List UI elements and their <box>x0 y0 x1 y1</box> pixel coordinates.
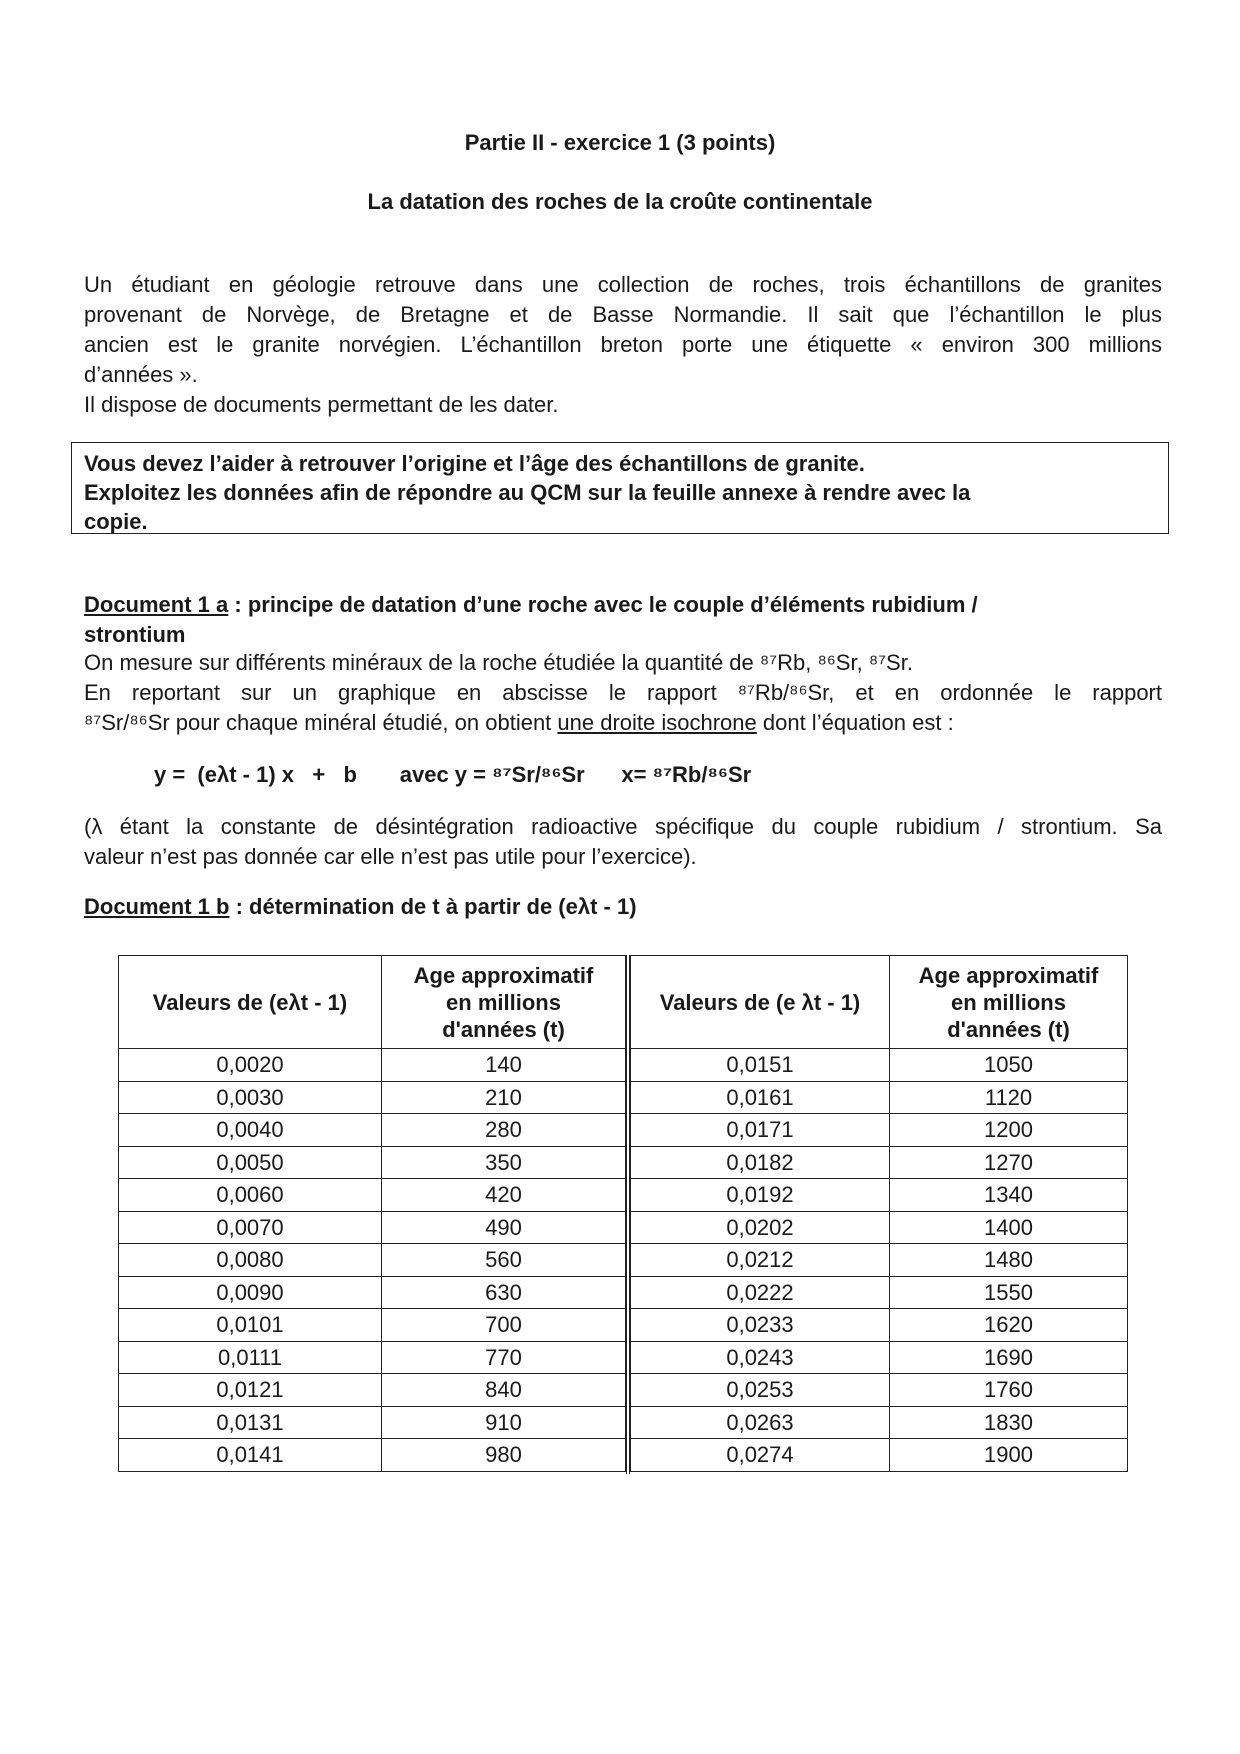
column-header-age <box>382 956 626 1049</box>
table-row <box>631 1341 1128 1374</box>
column-header-values: Valeurs de (e λt - 1) <box>631 956 890 1049</box>
age-cell: 420 <box>382 1179 626 1212</box>
age-cell: 1050 <box>890 1049 1128 1082</box>
value-cell: 0,0060 <box>119 1179 382 1212</box>
intro-paragraph <box>84 270 1162 420</box>
age-cell: 910 <box>382 1406 626 1439</box>
value-cell: 0,0263 <box>631 1406 890 1439</box>
value-cell: 0,0101 <box>119 1309 382 1342</box>
age-table-left-body <box>119 1049 626 1472</box>
table-row <box>119 1406 626 1439</box>
column-header-age-line: en millions <box>951 989 1066 1015</box>
table-row <box>119 1244 626 1277</box>
age-cell: 700 <box>382 1309 626 1342</box>
column-header-age-line: Age approximatif <box>413 962 594 988</box>
table-row <box>631 1309 1128 1342</box>
age-cell: 840 <box>382 1374 626 1407</box>
document-1a-heading <box>84 590 1164 650</box>
age-cell: 1900 <box>890 1439 1128 1472</box>
task-line: copie. <box>84 509 148 534</box>
document-1b-title: : détermination de t à partir de (eλt - 1) <box>229 894 637 919</box>
doc1a-line: En reportant sur un graphique en abscisse le rapport ⁸⁷Rb/⁸⁶Sr, et en ordonnée le rapport <box>84 680 1162 705</box>
table-row <box>631 1114 1128 1147</box>
value-cell: 0,0020 <box>119 1049 382 1082</box>
table-row <box>119 1439 626 1472</box>
value-cell: 0,0090 <box>119 1276 382 1309</box>
age-cell: 140 <box>382 1049 626 1082</box>
value-cell: 0,0182 <box>631 1146 890 1179</box>
age-cell: 1620 <box>890 1309 1128 1342</box>
table-row <box>631 1276 1128 1309</box>
value-cell: 0,0274 <box>631 1439 890 1472</box>
value-cell: 0,0050 <box>119 1146 382 1179</box>
age-cell: 1550 <box>890 1276 1128 1309</box>
document-1b-label: Document 1 b <box>84 894 230 919</box>
age-cell: 980 <box>382 1439 626 1472</box>
value-cell: 0,0233 <box>631 1309 890 1342</box>
lambda-note <box>84 812 1162 872</box>
table-row <box>119 1081 626 1114</box>
column-header-age-line: d'années (t) <box>947 1016 1070 1042</box>
table-row <box>119 1179 626 1212</box>
age-cell: 1760 <box>890 1374 1128 1407</box>
task-line: Vous devez l’aider à retrouver l’origine et l’âge des échantillons de granite. <box>84 451 865 476</box>
table-row <box>631 1049 1128 1082</box>
table-row <box>119 1049 626 1082</box>
value-cell: 0,0253 <box>631 1374 890 1407</box>
table-row <box>631 1406 1128 1439</box>
age-table-right-body <box>631 1049 1128 1472</box>
intro-line: d’années ». <box>84 362 198 387</box>
age-cell: 1270 <box>890 1146 1128 1179</box>
document-1a-body <box>84 648 1162 738</box>
age-cell: 490 <box>382 1211 626 1244</box>
table-row <box>119 1309 626 1342</box>
intro-line: Un étudiant en géologie retrouve dans une collection de roches, trois échantillons de granites <box>84 272 1162 297</box>
document-1b-heading <box>84 894 637 920</box>
lambda-note-line: valeur n’est pas donnée car elle n’est pas utile pour l’exercice). <box>84 844 697 869</box>
value-cell: 0,0121 <box>119 1374 382 1407</box>
intro-line: ancien est le granite norvégien. L’échantillon breton porte une étiquette « environ 300 millions <box>84 332 1162 357</box>
doc1a-line-end: dont l’équation est : <box>756 710 954 735</box>
table-row <box>631 1211 1128 1244</box>
lambda-note-line: (λ étant la constante de désintégration radioactive spécifique du couple rubidium / strontium. Sa <box>84 814 1162 839</box>
value-cell: 0,0202 <box>631 1211 890 1244</box>
table-row <box>119 1114 626 1147</box>
column-header-age-line: Age approximatif <box>918 962 1099 988</box>
age-cell: 1200 <box>890 1114 1128 1147</box>
table-row <box>119 1341 626 1374</box>
doc1a-line-start: ⁸⁷Sr/⁸⁶Sr pour chaque minéral étudié, on obtient <box>84 710 558 735</box>
age-cell: 280 <box>382 1114 626 1147</box>
isochrone-term: une droite isochrone <box>557 710 757 735</box>
table-row <box>631 1146 1128 1179</box>
age-table-left <box>118 955 626 1472</box>
table-row <box>119 1374 626 1407</box>
column-header-age <box>890 956 1128 1049</box>
age-cell: 210 <box>382 1081 626 1114</box>
doc1a-line: On mesure sur différents minéraux de la roche étudiée la quantité de ⁸⁷Rb, ⁸⁶Sr, ⁸⁷Sr. <box>84 650 913 675</box>
table-row <box>119 1276 626 1309</box>
table-row <box>119 1146 626 1179</box>
value-cell: 0,0151 <box>631 1049 890 1082</box>
intro-line: provenant de Norvège, de Bretagne et de Basse Normandie. Il sait que l’échantillon le plus <box>84 302 1162 327</box>
age-cell: 350 <box>382 1146 626 1179</box>
age-cell: 1830 <box>890 1406 1128 1439</box>
value-cell: 0,0080 <box>119 1244 382 1277</box>
table-row <box>631 1081 1128 1114</box>
value-cell: 0,0212 <box>631 1244 890 1277</box>
table-row <box>119 1211 626 1244</box>
document-1a-label: Document 1 a <box>84 592 229 617</box>
column-header-values: Valeurs de (eλt - 1) <box>119 956 382 1049</box>
document-1a-title: : principe de datation d’une roche avec le couple d’éléments rubidium / <box>228 592 978 617</box>
subject-title: La datation des roches de la croûte continentale <box>367 189 873 214</box>
exercise-title: Partie II - exercice 1 (3 points) <box>464 130 776 155</box>
age-cell: 1400 <box>890 1211 1128 1244</box>
value-cell: 0,0030 <box>119 1081 382 1114</box>
value-cell: 0,0131 <box>119 1406 382 1439</box>
age-cell: 630 <box>382 1276 626 1309</box>
value-cell: 0,0111 <box>119 1341 382 1374</box>
intro-line: Il dispose de documents permettant de les dater. <box>84 392 559 417</box>
age-cell: 560 <box>382 1244 626 1277</box>
doc1a-line <box>84 708 1162 738</box>
value-cell: 0,0070 <box>119 1211 382 1244</box>
age-cell: 1340 <box>890 1179 1128 1212</box>
value-cell: 0,0040 <box>119 1114 382 1147</box>
value-cell: 0,0141 <box>119 1439 382 1472</box>
table-row <box>631 1374 1128 1407</box>
age-cell: 1480 <box>890 1244 1128 1277</box>
column-header-age-line: d'années (t) <box>442 1016 565 1042</box>
age-cell: 1120 <box>890 1081 1128 1114</box>
age-cell: 1690 <box>890 1341 1128 1374</box>
age-cell: 770 <box>382 1341 626 1374</box>
value-cell: 0,0222 <box>631 1276 890 1309</box>
column-header-age-line: en millions <box>446 989 561 1015</box>
age-table-right <box>630 955 1128 1472</box>
value-cell: 0,0192 <box>631 1179 890 1212</box>
value-cell: 0,0161 <box>631 1081 890 1114</box>
value-cell: 0,0243 <box>631 1341 890 1374</box>
isochrone-equation: y = (eλt - 1) x + b avec y = ⁸⁷Sr/⁸⁶Sr x= ⁸⁷Rb/⁸⁶Sr <box>154 762 752 787</box>
document-1a-title-cont: strontium <box>84 622 186 647</box>
table-row <box>631 1244 1128 1277</box>
table-row <box>631 1439 1128 1472</box>
task-line: Exploitez les données afin de répondre au QCM sur la feuille annexe à rendre avec la <box>84 480 971 505</box>
table-row <box>631 1179 1128 1212</box>
value-cell: 0,0171 <box>631 1114 890 1147</box>
task-instructions-box <box>71 442 1169 534</box>
